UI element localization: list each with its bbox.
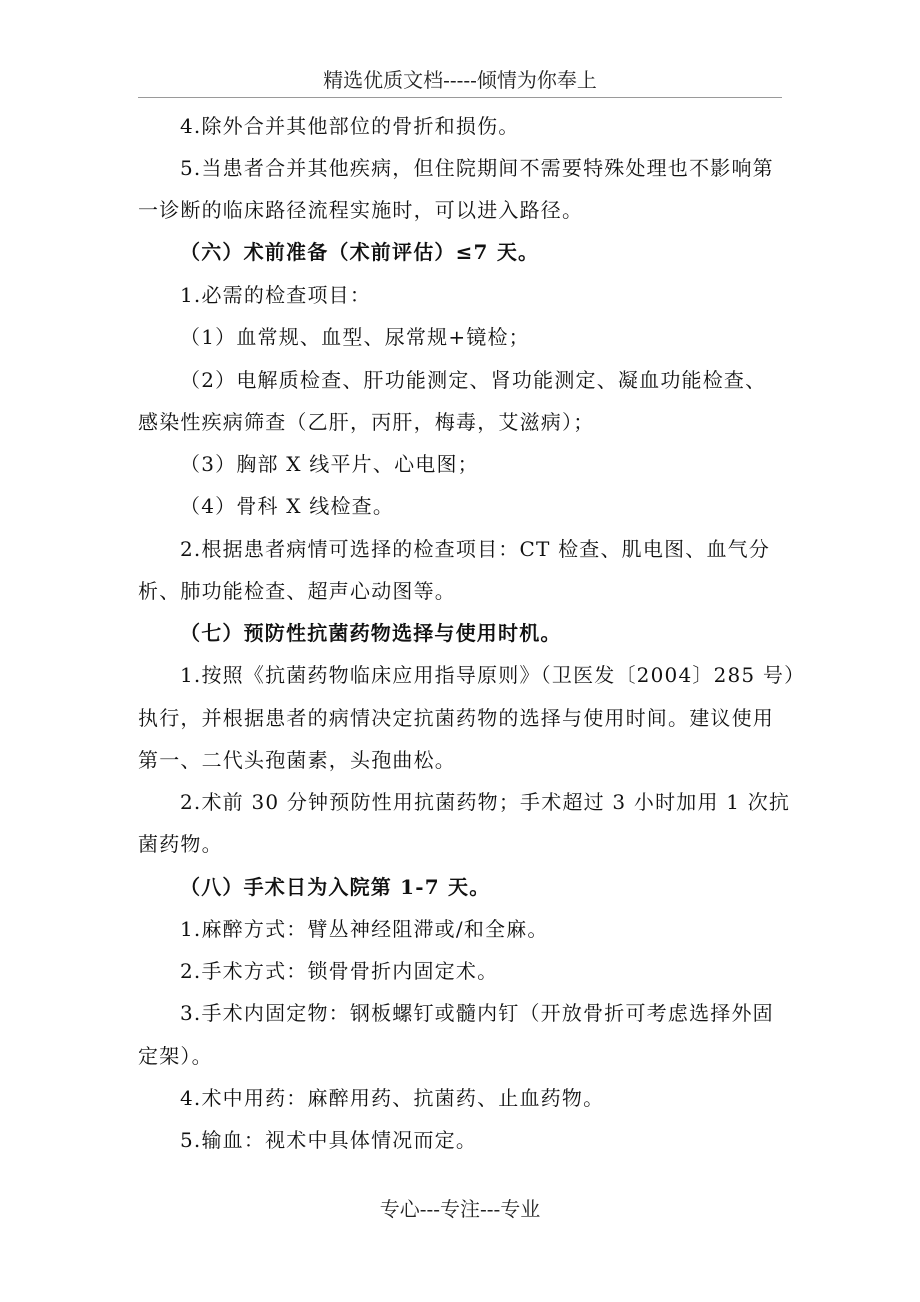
body-line: 4.除外合并其他部位的骨折和损伤。 bbox=[180, 114, 520, 138]
body-line: 定架）。 bbox=[138, 1044, 213, 1068]
body-line: 1.按照《抗菌药物临床应用指导原则》（卫医发〔2004〕285 号） bbox=[180, 663, 806, 687]
body-line: 1.必需的检查项目： bbox=[180, 283, 372, 307]
body-line: 2.术前 30 分钟预防性用抗菌药物；手术超过 3 小时加用 1 次抗 bbox=[180, 790, 791, 814]
section-heading: （八）手术日为入院第 1-7 天。 bbox=[180, 875, 491, 899]
body-line: 析、肺功能检查、超声心动图等。 bbox=[138, 579, 456, 603]
body-line: （4）骨科 X 线检查。 bbox=[180, 494, 395, 518]
section-heading: （六）术前准备（术前评估）≤7 天。 bbox=[180, 240, 540, 264]
section-heading: （七）预防性抗菌药物选择与使用时机。 bbox=[180, 621, 562, 645]
body-line: 2.手术方式：锁骨骨折内固定术。 bbox=[180, 959, 499, 983]
body-line: 1.麻醉方式：臂丛神经阻滞或/和全麻。 bbox=[180, 917, 549, 941]
body-line: （1）血常规、血型、尿常规+镜检； bbox=[180, 325, 530, 349]
body-line: 第一、二代头孢菌素，头孢曲松。 bbox=[138, 748, 456, 772]
body-line: 2.根据患者病情可选择的检查项目：CT 检查、肌电图、血气分 bbox=[180, 537, 771, 561]
body-line: 4.术中用药：麻醉用药、抗菌药、止血药物。 bbox=[180, 1086, 605, 1110]
body-line: （2）电解质检查、肝功能测定、肾功能测定、凝血功能检查、 bbox=[180, 368, 767, 392]
page-footer: 专心---专注---专业 bbox=[379, 1197, 541, 1221]
body-line: 一诊断的临床路径流程实施时，可以进入路径。 bbox=[138, 198, 584, 222]
body-line: （3）胸部 X 线平片、心电图； bbox=[180, 452, 479, 476]
body-line: 5.当患者合并其他疾病，但住院期间不需要特殊处理也不影响第 bbox=[180, 156, 774, 180]
body-line: 执行，并根据患者的病情决定抗菌药物的选择与使用时间。建议使用 bbox=[138, 706, 774, 730]
body-line: 3.手术内固定物：钢板螺钉或髓内钉（开放骨折可考虑选择外固 bbox=[180, 1001, 774, 1025]
body-line: 感染性疾病筛查（乙肝，丙肝，梅毒，艾滋病）； bbox=[138, 410, 595, 434]
body-line: 菌药物。 bbox=[138, 832, 223, 856]
body-line: 5.输血：视术中具体情况而定。 bbox=[180, 1128, 478, 1152]
header-divider bbox=[138, 97, 782, 98]
page-header: 精选优质文档-----倾情为你奉上 bbox=[323, 68, 597, 92]
